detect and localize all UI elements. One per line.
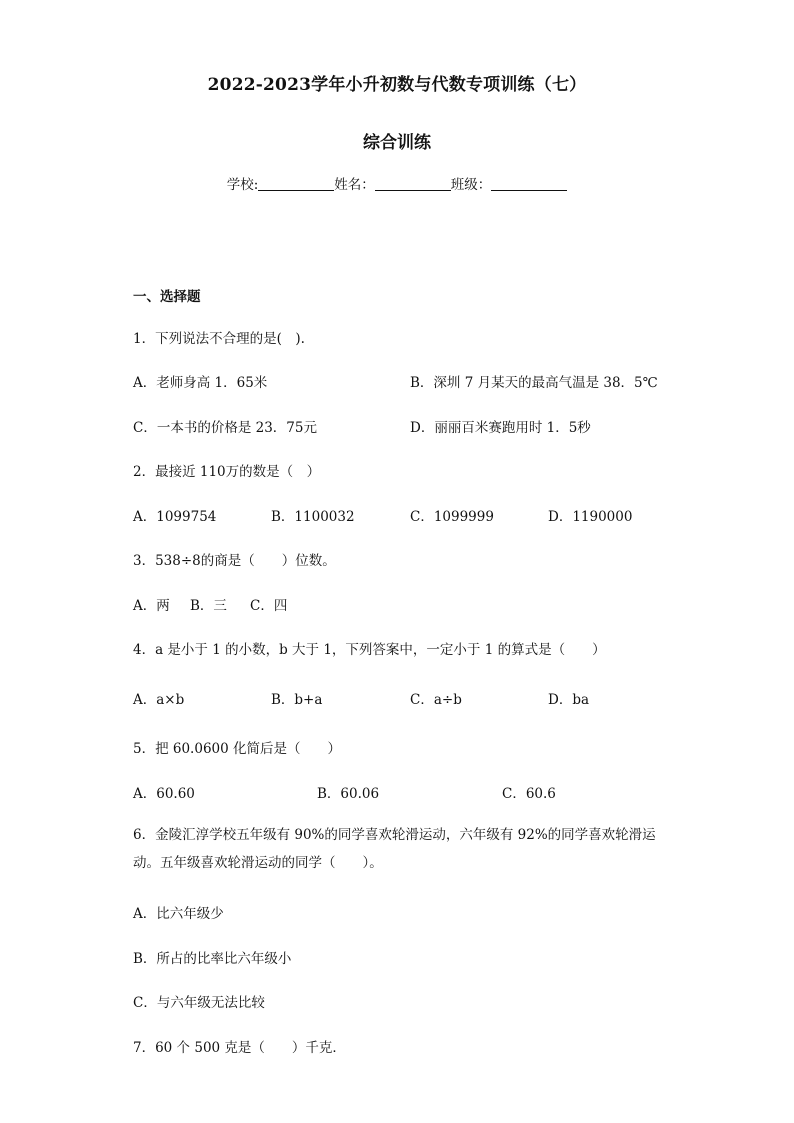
q2-option-d: D．1190000 [548, 509, 633, 525]
q2-option-a: A．1099754 [133, 509, 217, 525]
name-blank [375, 176, 451, 191]
page-title: 2022-2023学年小升初数与代数专项训练（七） [207, 75, 587, 95]
q6-option-b: B．所占的比率比六年级小 [133, 951, 292, 967]
q1-option-d: D．丽丽百米赛跑用时 1．5秒 [410, 420, 591, 436]
q4-option-c: C．a÷b [410, 692, 462, 708]
question-2: 2．最接近 110万的数是（ ） [133, 464, 321, 480]
q6-option-a: A．比六年级少 [133, 906, 224, 922]
school-label: 学校: [226, 177, 259, 193]
q1-option-c: C．一本书的价格是 23．75元 [133, 420, 317, 436]
question-6: 6．金陵汇淳学校五年级有 90%的同学喜欢轮滑运动，六年级有 92%的同学喜欢轮滑运动。五年级喜欢轮滑运动的同学（ ）。 [133, 827, 656, 871]
q6-option-c: C．与六年级无法比较 [133, 995, 265, 1011]
q3-option-b: B．三 [190, 598, 227, 614]
q2-option-b: B．1100032 [271, 509, 355, 525]
q1-option-b: B．深圳 7 月某天的最高气温是 38．5℃ [410, 375, 658, 391]
class-blank [491, 176, 567, 191]
question-5: 5．把 60.0600 化简后是（ ） [133, 741, 341, 757]
school-blank [258, 176, 334, 191]
class-label: 班级： [450, 177, 492, 193]
page-subtitle: 综合训练 [363, 133, 431, 153]
name-label: 姓名： [334, 177, 375, 193]
question-3: 3．538÷8的商是（ ）位数。 [133, 553, 336, 569]
student-info-line [0, 173, 794, 193]
q4-option-a: A．a×b [133, 692, 185, 708]
q5-option-b: B．60.06 [317, 786, 380, 802]
q1-option-a: A．老师身高 1．65米 [133, 375, 268, 391]
q3-option-a: A．两 [133, 598, 170, 614]
q5-option-c: C．60.6 [502, 786, 556, 802]
question-4: 4．a 是小于 1 的小数，b 大于 1，下列答案中，一定小于 1 的算式是（ ） [133, 642, 606, 658]
q4-option-d: D．ba [548, 692, 590, 708]
question-1: 1．下列说法不合理的是( ). [133, 331, 305, 347]
section-title: 一、选择题 [133, 289, 201, 305]
q3-option-c: C．四 [250, 598, 288, 614]
question-7: 7．60 个 500 克是（ ）千克． [133, 1040, 346, 1056]
q2-option-c: C．1099999 [410, 509, 494, 525]
q5-option-a: A．60.60 [133, 786, 195, 802]
q4-option-b: B．b+a [271, 692, 323, 708]
